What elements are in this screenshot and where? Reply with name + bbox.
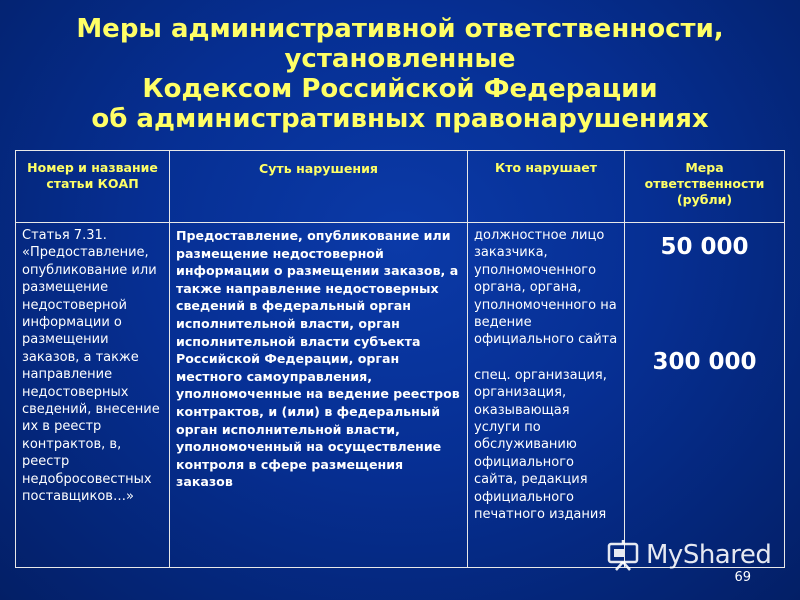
title-line: Кодексом Российской Федерации xyxy=(142,74,658,104)
cell-penalty xyxy=(625,223,785,568)
watermark xyxy=(606,535,796,575)
cell-violator xyxy=(468,223,625,568)
title-line: об административных правонарушениях xyxy=(91,104,709,134)
watermark-text: MyShared xyxy=(646,540,772,570)
cell-essence: Предоставление, опубликование или размещение недостоверной информации о размещении заказов, а также направление недостоверных сведений в федеральный орган исполнительной власти, орган исполнительной власти субъекта Российской Федерации, орган местного самоуправления, уполномоченные на ведение реестров контрактов, и (или) в федеральный орган исполнительной власти, уполномоченный на осуществление контроля в сфере размещения заказов xyxy=(170,223,468,568)
title-line: Меры административной ответственности, xyxy=(76,14,724,44)
penalty-official: 50 000 xyxy=(660,234,749,260)
projector-screen-icon xyxy=(606,538,640,572)
header-penalty: Мера ответственности (рубли) xyxy=(625,151,785,223)
liability-table xyxy=(15,150,785,568)
violator-organization: спец. организация, организация, оказывающая услуги по обслуживанию официального сайта, редакция официального печатного издания xyxy=(474,367,607,523)
header-article: Номер и название статьи КОАП xyxy=(16,151,170,223)
header-violator: Кто нарушает xyxy=(468,151,625,223)
header-essence: Суть нарушения xyxy=(170,151,468,223)
table-header-row xyxy=(16,151,785,223)
title-line: установленные xyxy=(284,44,516,74)
slide-number: 69 xyxy=(734,570,751,585)
violator-official: должностное лицо заказчика, уполномоченного органа, органа, уполномоченного на ведение официального сайта xyxy=(474,228,618,348)
table-row xyxy=(16,223,785,568)
penalty-organization: 300 000 xyxy=(652,349,757,375)
cell-article: Статья 7.31. «Предоставление, опубликование или размещение недостоверной информации о размещении заказов, а также направление недостоверных сведений, внесение их в реестр контрактов, в, реестр недобросовестных поставщиков…» xyxy=(16,223,170,568)
slide-title xyxy=(20,14,780,134)
